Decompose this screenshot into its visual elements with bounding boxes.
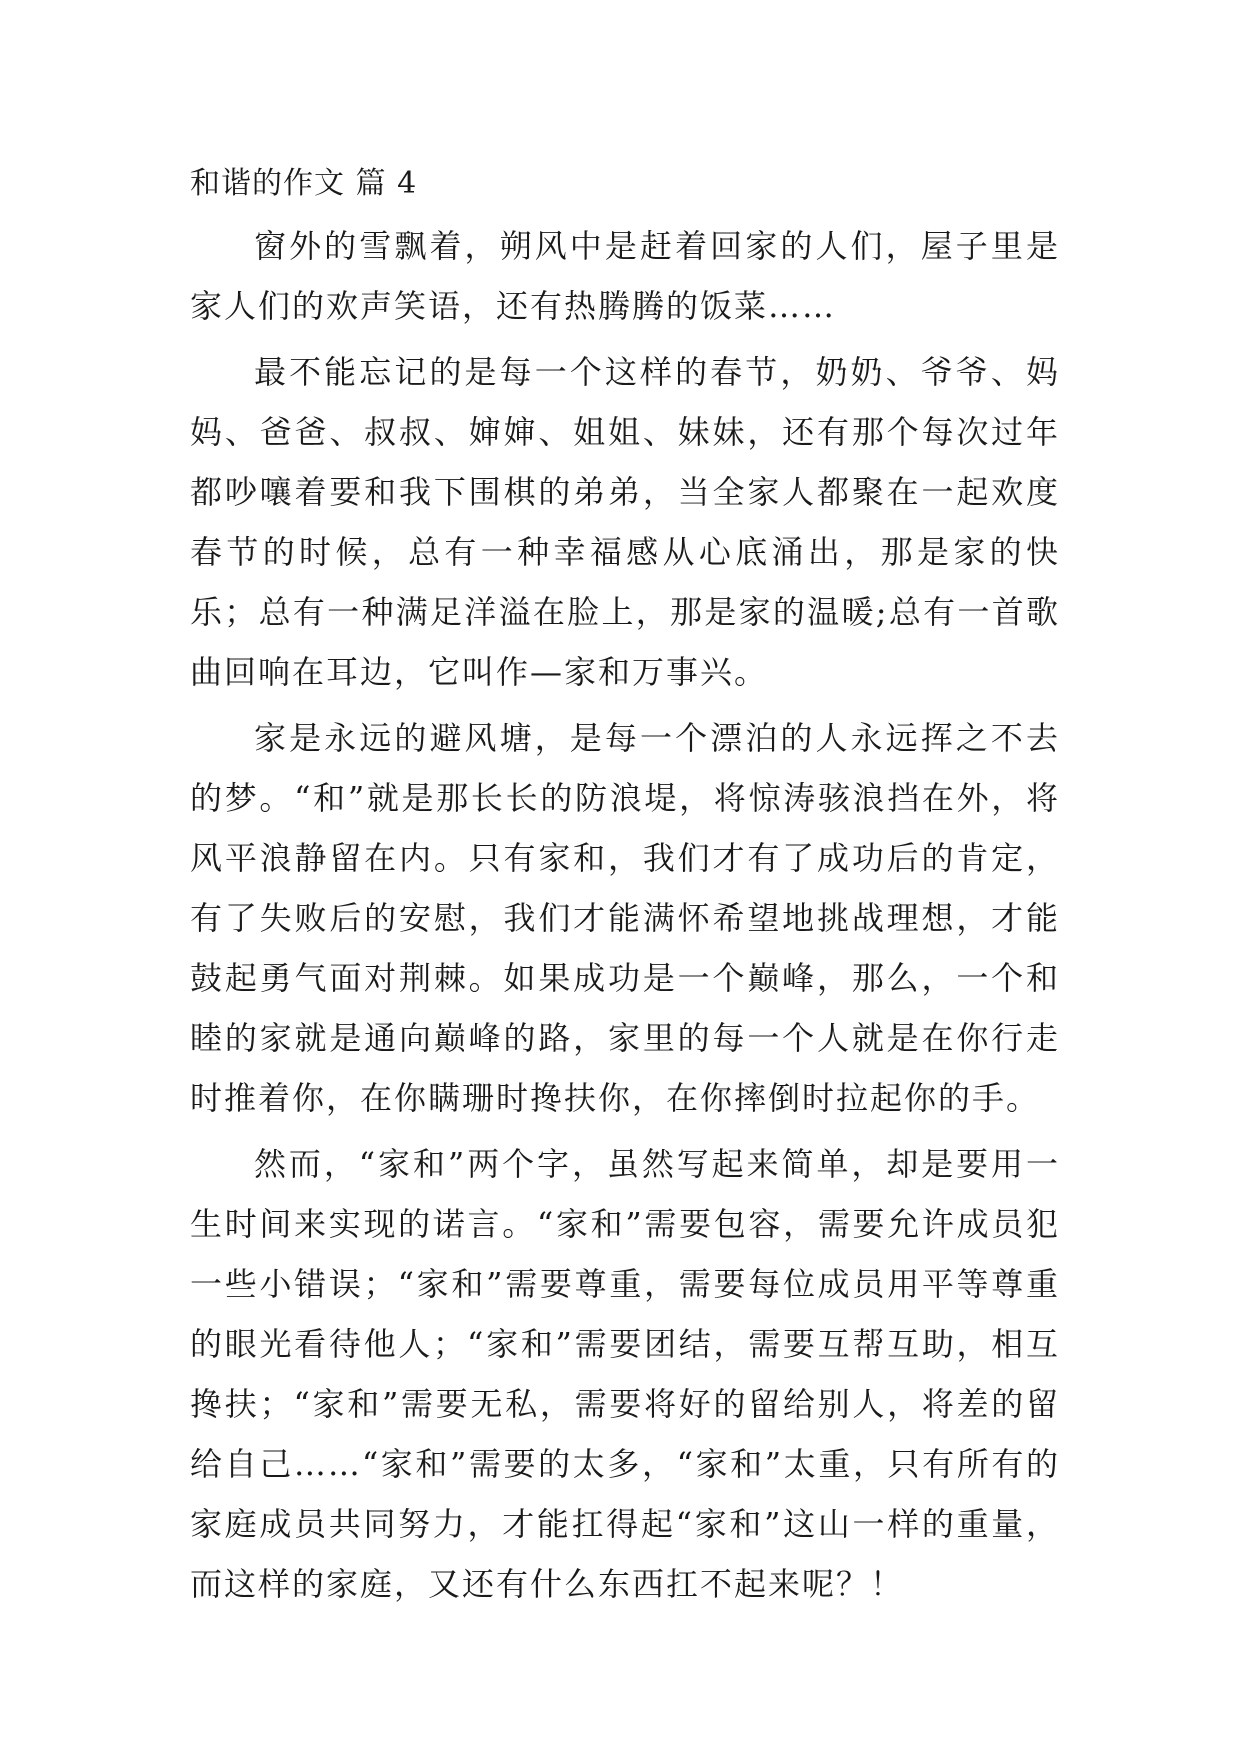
- document-page: [190, 160, 1060, 1620]
- document-title: 和谐的作文 篇 4: [190, 166, 418, 201]
- paragraph-3: 家是永远的避风塘，是每一个漂泊的人永远挥之不去的梦。“和”就是那长长的防浪堤，将惊涛骇浪挡在外，将风平浪静留在内。只有家和，我们才有了成功后的肯定，有了失败后的安慰，我们才能满怀希望地挑战理想，才能鼓起勇气面对荆棘。如果成功是一个巅峰，那么，一个和睦的家就是通向巅峰的路，家里的每一个人就是在你行走时推着你，在你瞒珊时搀扶你，在你摔倒时拉起你的手。: [190, 719, 1060, 1117]
- paragraph-1: 窗外的雪飘着，朔风中是赶着回家的人们，屋子里是家人们的欢声笑语，还有热腾腾的饭菜……: [190, 227, 1060, 325]
- paragraph-2: 最不能忘记的是每一个这样的春节，奶奶、爷爷、妈妈、爸爸、叔叔、婶婶、姐姐、妹妹，还有那个每次过年都吵嚷着要和我下围棋的弟弟，当全家人都聚在一起欢度春节的时候，总有一种幸福感从心底涌出，那是家的快乐；总有一种满足洋溢在脸上，那是家的温暖;总有一首歌曲回响在耳边，它叫作—家和万事兴。: [190, 353, 1060, 691]
- paragraph-4: 然而，“家和”两个字，虽然写起来简单，却是要用一生时间来实现的诺言。“家和”需要包容，需要允许成员犯一些小错误；“家和”需要尊重，需要每位成员用平等尊重的眼光看待他人；“家和”需要团结，需要互帮互助，相互搀扶；“家和”需要无私，需要将好的留给别人，将差的留给自己……“家和”需要的太多，“家和”太重，只有所有的家庭成员共同努力，才能扛得起“家和”这山一样的重量，而这样的家庭，又还有什么东西扛不起来呢？！: [190, 1145, 1060, 1603]
